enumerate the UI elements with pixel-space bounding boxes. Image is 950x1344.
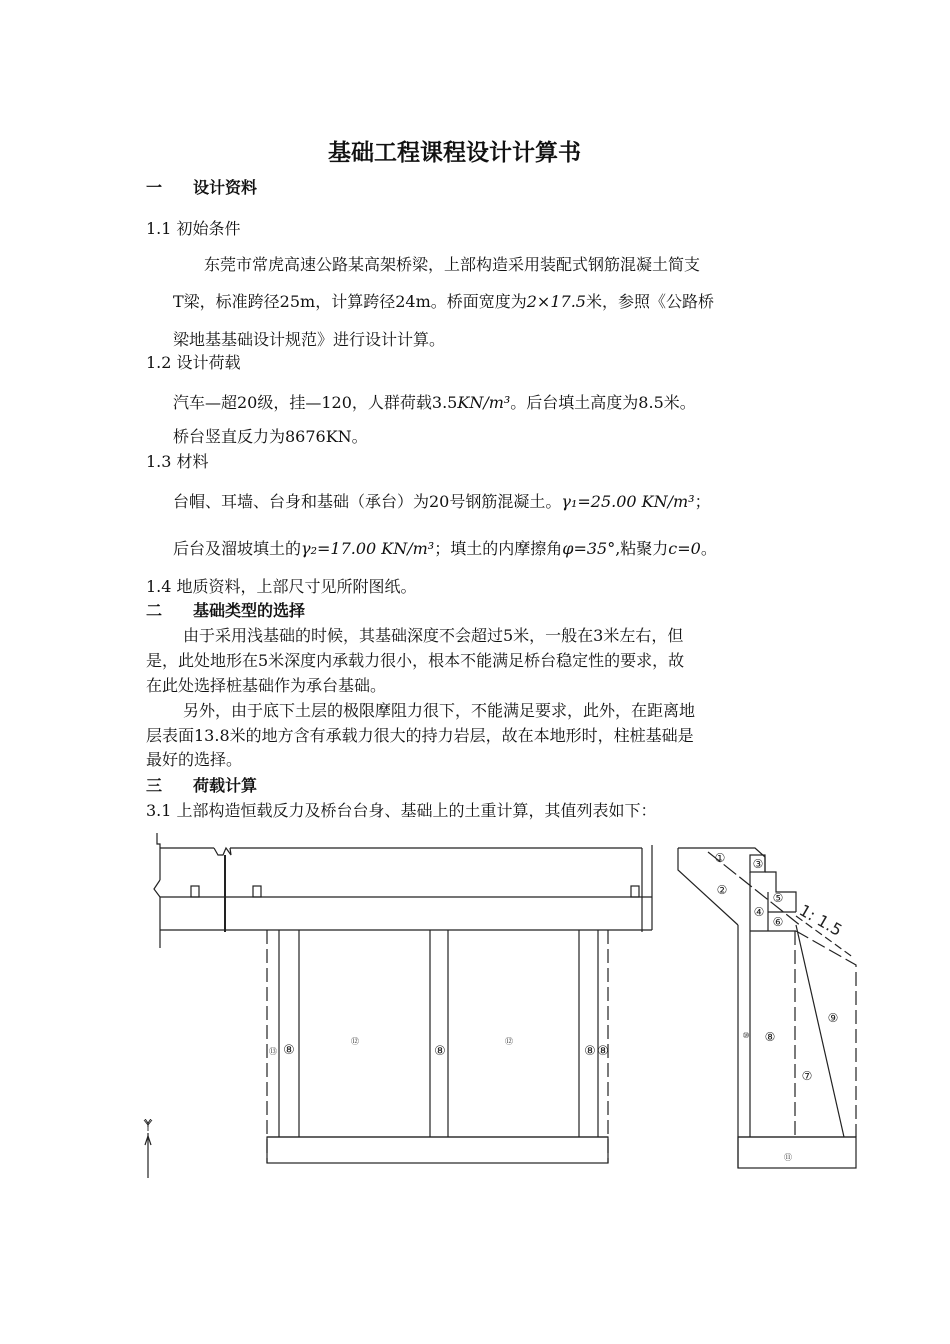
subsection-1-2-heading: 1.2 设计荷载 bbox=[146, 353, 241, 372]
subsection-1-4-line: 1.4 地质资料，上部尺寸见所附图纸。 bbox=[146, 577, 417, 596]
math-gamma-1: γ₁=25.00 KN/m³ bbox=[561, 492, 695, 511]
paragraph-line: 梁地基基础设计规范》进行设计计算。 bbox=[173, 330, 446, 349]
section-3-number: 三 bbox=[146, 776, 163, 795]
part-label: ⑩ bbox=[742, 1031, 750, 1040]
part-label: ⑦ bbox=[801, 1069, 813, 1083]
part-label: ③ bbox=[752, 857, 764, 871]
math-cohesion: c=0 bbox=[668, 539, 701, 558]
slope-ratio-label: 1: 1.5 bbox=[796, 900, 846, 940]
part-label: ⑤ bbox=[772, 891, 784, 905]
part-label: ⑨ bbox=[827, 1011, 839, 1025]
part-label: ⑧ bbox=[283, 1043, 295, 1058]
paragraph-line: 另外，由于底下土层的极限摩阻力很下，不能满足要求，此外，在距离地 bbox=[183, 701, 696, 720]
part-label: ⑧ bbox=[764, 1030, 776, 1044]
part-label: ⑧ bbox=[434, 1044, 446, 1059]
paragraph-line: 台帽、耳墙、台身和基础（承台）为20号钢筋混凝土。γ₁=25.00 KN/m³； bbox=[173, 492, 711, 511]
subsection-1-1-heading: 1.1 初始条件 bbox=[146, 219, 241, 238]
part-label: ⑬ bbox=[269, 1047, 277, 1056]
paragraph-line: 汽车—超20级，挂—120，人群荷载3.5KN/m³。后台填土高度为8.5米。 bbox=[173, 393, 696, 412]
paragraph-line: 3.1 上部构造恒载反力及桥台台身、基础上的土重计算，其值列表如下： bbox=[146, 801, 657, 820]
part-label: ⑪ bbox=[784, 1153, 792, 1162]
section-1-number: 一 bbox=[146, 178, 163, 197]
axis-label-y: Y bbox=[144, 1117, 152, 1130]
part-label: ⑥ bbox=[772, 915, 784, 929]
page-title: 基础工程课程设计计算书 bbox=[328, 140, 581, 166]
paragraph-line: 是，此处地形在5米深度内承载力很小，根本不能满足桥台稳定性的要求，故 bbox=[146, 651, 685, 670]
part-label: ⑫ bbox=[351, 1037, 359, 1046]
section-2-number: 二 bbox=[146, 601, 163, 620]
part-label: ④ bbox=[753, 905, 765, 919]
part-label: ⑧ bbox=[597, 1044, 609, 1059]
section-3-title: 荷载计算 bbox=[193, 776, 258, 795]
math-friction-angle: φ=35° bbox=[562, 539, 616, 558]
paragraph-line: 层表面13.8米的地方含有承载力很大的持力岩层，故在本地形时，柱桩基础是 bbox=[146, 726, 694, 745]
paragraph-line: 在此处选择桩基础作为承台基础。 bbox=[146, 676, 387, 695]
section-2-title: 基础类型的选择 bbox=[193, 601, 306, 620]
math-bridge-width: 2×17.5 bbox=[526, 292, 586, 311]
math-crowd-load-unit: KN/m³ bbox=[457, 393, 511, 412]
paragraph-line: 东莞市常虎高速公路某高架桥梁，上部构造采用装配式钢筋混凝土简支 bbox=[204, 255, 701, 274]
section-1-title: 设计资料 bbox=[193, 178, 258, 197]
subsection-1-3-heading: 1.3 材料 bbox=[146, 452, 209, 471]
paragraph-line: T梁，标准跨径25m，计算跨径24m。桥面宽度为2×17.5米，参照《公路桥 bbox=[173, 292, 714, 311]
paragraph-line: 最好的选择。 bbox=[146, 750, 243, 769]
math-gamma-2: γ₂=17.00 KN/m³ bbox=[301, 539, 435, 558]
part-label: ① bbox=[714, 851, 726, 865]
paragraph-line: 后台及溜坡填土的γ₂=17.00 KN/m³；填土的内摩擦角φ=35°,粘聚力c=0。 bbox=[173, 539, 717, 558]
part-label: ⑧ bbox=[584, 1044, 596, 1059]
part-label: ② bbox=[716, 883, 728, 897]
paragraph-line: 桥台竖直反力为8676KN。 bbox=[173, 427, 368, 446]
paragraph-line: 由于采用浅基础的时候，其基础深度不会超过5米，一般在3米左右，但 bbox=[183, 626, 684, 645]
part-label: ⑫ bbox=[505, 1037, 513, 1046]
